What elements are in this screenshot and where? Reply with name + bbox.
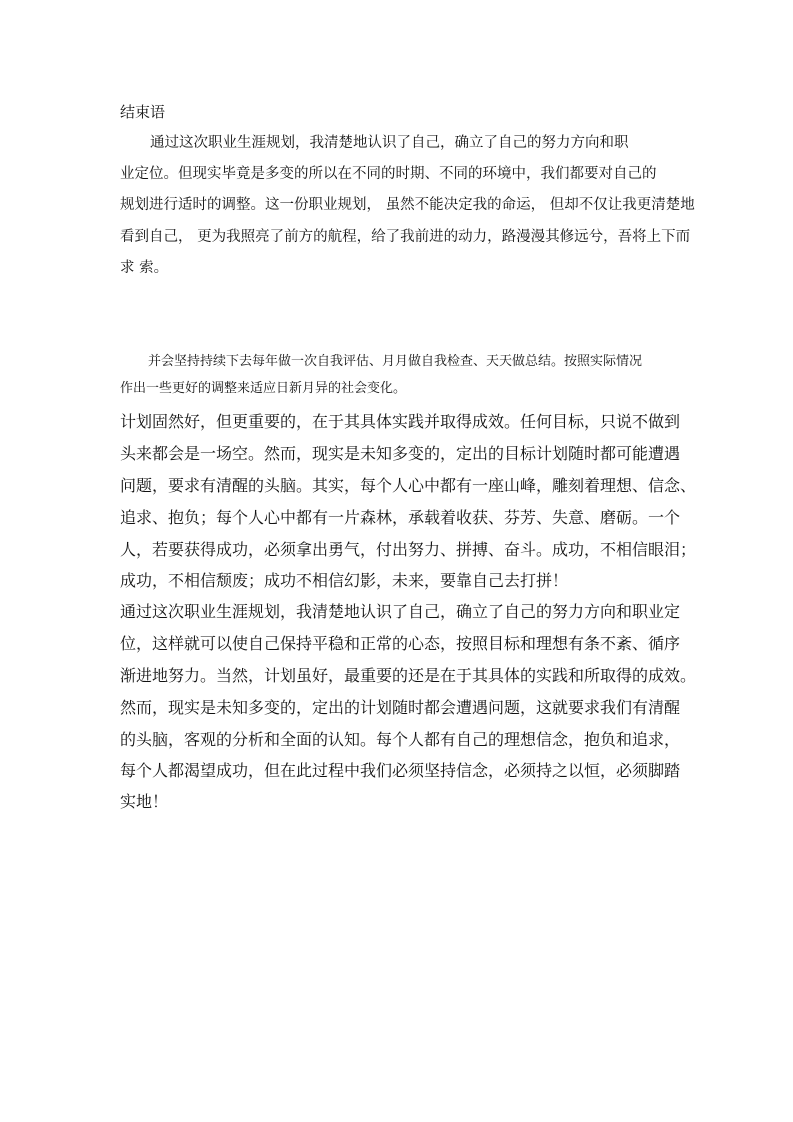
paragraph-line: 位，这样就可以使自己保持平稳和正常的心态，按照目标和理想有条不紊、循序	[120, 634, 681, 653]
paragraph-line: 规划进行适时的调整。这一份职业规划， 虽然不能决定我的命运， 但却不仅让我更清楚地	[120, 197, 695, 213]
paragraph-line: 实地！	[120, 792, 169, 811]
paragraph-line: 看到自己， 更为我照亮了前方的航程，给了我前进的动力，路漫漫其修远兮，吾将上下而	[120, 229, 691, 245]
paragraph-line: 的头脑，客观的分析和全面的认知。每个人都有自己的理想信念，抱负和追求，	[120, 730, 681, 749]
paragraph-line: 通过这次职业生涯规划，我清楚地认识了自己，确立了自己的努力方向和职	[150, 135, 629, 151]
paragraph-line: 渐进地努力。当然，计划虽好，最重要的还是在于其具体的实践和所取得的成效。	[120, 666, 697, 685]
paragraph-line: 追求、抱负；每个人心中都有一片森林，承载着收获、芬芳、失意、磨砺。一个	[120, 508, 681, 527]
paragraph-line: 求 索。	[120, 260, 169, 276]
paragraph-line: 计划固然好，但更重要的，在于其具体实践并取得成效。任何目标，只说不做到	[120, 412, 681, 431]
paragraph-line: 头来都会是一场空。然而，现实是未知多变的，定出的目标计划随时都可能遭遇	[120, 444, 681, 463]
paragraph-line: 人，若要获得成功，必须拿出勇气，付出努力、拼搏、奋斗。成功，不相信眼泪；	[120, 540, 697, 559]
paragraph-line: 问题，要求有清醒的头脑。其实，每个人心中都有一座山峰，雕刻着理想、信念、	[120, 476, 697, 495]
paragraph-line: 然而，现实是未知多变的，定出的计划随时都会遭遇问题，这就要求我们有清醒	[120, 698, 681, 717]
paragraph-line: 业定位。但现实毕竟是多变的所以在不同的时期、不同的环境中，我们都要对自己的	[120, 166, 657, 182]
section-heading: 结束语	[120, 103, 166, 121]
paragraph-line: 并会坚持持续下去每年做一次自我评估、月月做自我检查、天天做总结。按照实际情况	[148, 354, 643, 369]
paragraph-line: 通过这次职业生涯规划，我清楚地认识了自己，确立了自己的努力方向和职业定	[120, 602, 681, 621]
paragraph-line: 作出一些更好的调整来适应日新月异的社会变化。	[120, 381, 407, 396]
paragraph-line: 每个人都渴望成功，但在此过程中我们必须坚持信念，必须持之以恒，必须脚踏	[120, 761, 681, 780]
paragraph-line: 成功，不相信颓废；成功不相信幻影，未来，要靠自己去打拼！	[120, 571, 569, 590]
